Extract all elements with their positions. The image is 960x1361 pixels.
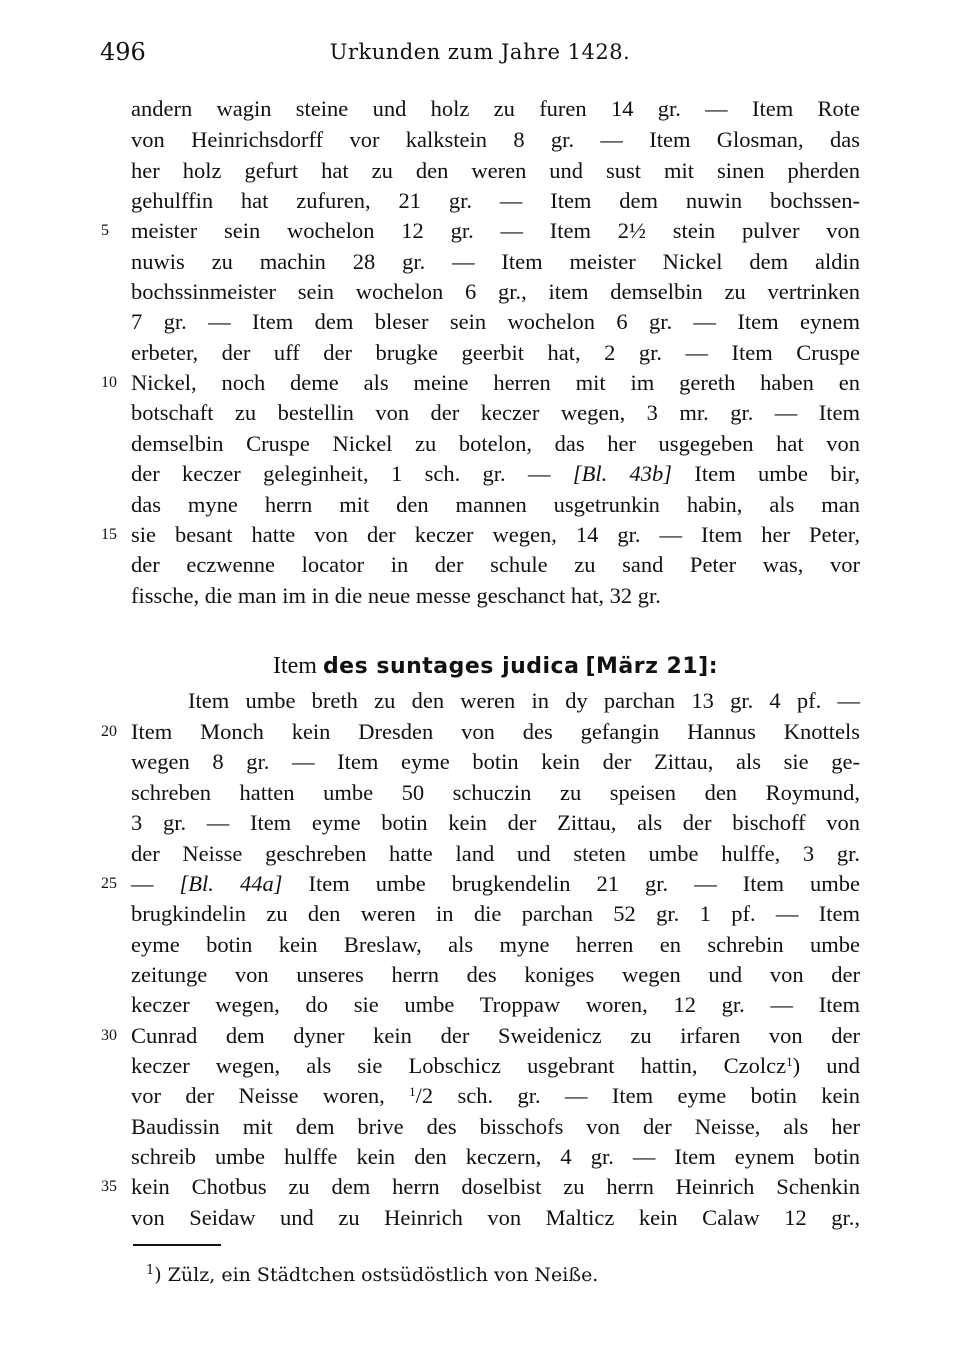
running-title: Urkunden zum Jahre 1428.	[329, 40, 631, 64]
line-number: 20	[101, 723, 117, 740]
text-line: der eczwenne locator in der schule zu sand Peter was, vor	[131, 552, 860, 577]
text-line: Item Monch kein Dresden von des gefangin Hannus Knottels	[131, 719, 860, 744]
footnote	[146, 1262, 598, 1288]
text-line	[131, 459, 860, 489]
text-line: gehulffin hat zufuren, 21 gr. — Item dem nuwin bochssen-	[131, 188, 860, 213]
fraction-denominator: /2	[415, 1083, 434, 1108]
text-line: keczer wegen, do sie umbe Troppaw woren, 12 gr. — Item	[131, 992, 860, 1017]
text-line: der Neisse geschreben hatte land und steten umbe hulffe, 3 gr.	[131, 841, 860, 866]
footnote-text: ) Zülz, ein Städtchen ostsüdöstlich von Neiße.	[154, 1264, 599, 1286]
text-line: nuwis zu machin 28 gr. — Item meister Nickel dem aldin	[131, 249, 860, 274]
text-line: meister sein wochelon 12 gr. — Item 2½ stein pulver von	[131, 218, 860, 243]
text-line	[131, 1051, 860, 1081]
text-line: kein Chotbus zu dem herrn doselbist zu herrn Heinrich Schenkin	[131, 1174, 860, 1199]
fraction-numerator: 1	[409, 1084, 416, 1099]
text-line: erbeter, der uff der brugke geerbit hat, 2 gr. — Item Cruspe	[131, 340, 860, 365]
line-number: 15	[101, 526, 117, 543]
text-line	[131, 1081, 860, 1111]
section-heading	[131, 650, 860, 683]
line-number: 5	[101, 222, 109, 239]
text-line: Cunrad dem dyner kein der Sweidenicz zu irfaren von der	[131, 1023, 860, 1048]
text-line: bochssinmeister sein wochelon 6 gr., item demselbin zu vertrinken	[131, 279, 860, 304]
text-line: wegen 8 gr. — Item eyme botin kein der Zittau, als sie ge-	[131, 749, 860, 774]
text-line: fissche, die man im in die neue messe geschanct hat, 32 gr.	[131, 583, 661, 608]
heading-prefix: Item	[272, 653, 317, 679]
text-segment: sch. gr. — Item eyme botin kein	[457, 1083, 861, 1108]
text-line: schreib umbe hulffe kein den keczern, 4 gr. — Item eynem botin	[131, 1144, 860, 1169]
fraction	[409, 1083, 433, 1108]
text-line: 7 gr. — Item dem bleser sein wochelon 6 gr. — Item eynem	[131, 309, 860, 334]
text-line: her holz gefurt hat zu den weren und sust mit sinen pherden	[131, 158, 860, 183]
text-line: von Heinrichsdorff vor kalkstein 8 gr. — Item Glosman, das	[131, 127, 860, 152]
text-line: Item umbe breth zu den weren in dy parchan 13 gr. 4 pf. —	[188, 688, 860, 713]
text-line: eyme botin kein Breslaw, als myne herren en schrebin umbe	[131, 932, 860, 957]
text-line: brugkindelin zu den weren in die parchan 52 gr. 1 pf. — Item	[131, 901, 860, 926]
text-segment: —	[131, 871, 154, 896]
page-number: 496	[100, 38, 146, 66]
text-line: sie besant hatte von der keczer wegen, 14 gr. — Item her Peter,	[131, 522, 860, 547]
footnote-marker: 1	[146, 1263, 155, 1278]
line-number: 30	[101, 1027, 117, 1044]
text-line: andern wagin steine und holz zu furen 14 gr. — Item Rote	[131, 96, 860, 121]
footnote-marker: 1	[786, 1054, 793, 1069]
folio-reference: [Bl. 43b]	[572, 461, 673, 486]
text-line: von Seidaw und zu Heinrich von Malticz kein Calaw 12 gr.,	[131, 1205, 860, 1230]
text-line: botschaft zu bestellin von der keczer wegen, 3 mr. gr. — Item	[131, 400, 860, 425]
footnote-rule	[133, 1244, 221, 1246]
text-segment: ) und	[792, 1053, 861, 1078]
heading-date: [März 21]:	[585, 654, 719, 679]
folio-reference: [Bl. 44a]	[179, 871, 283, 896]
line-number: 25	[101, 875, 117, 892]
line-number: 35	[101, 1178, 117, 1195]
text-line: 3 gr. — Item eyme botin kein der Zittau, als der bischoff von	[131, 810, 860, 835]
heading-title: des suntages judica	[322, 654, 580, 679]
text-segment: keczer wegen, als sie Lobschicz usgebrant hattin, Czolcz	[131, 1053, 787, 1078]
text-line: schreben hatten umbe 50 schuczin zu speisen den Roymund,	[131, 780, 860, 805]
text-line: demselbin Cruspe Nickel zu botelon, das her usgegeben hat von	[131, 431, 860, 456]
text-line	[131, 869, 860, 899]
text-line: Baudissin mit dem brive des bisschofs von der Neisse, als her	[131, 1114, 860, 1139]
text-segment: der keczer geleginheit, 1 sch. gr. —	[131, 461, 551, 486]
page-header	[100, 38, 860, 74]
text-segment: vor der Neisse woren,	[131, 1083, 385, 1108]
text-line: Nickel, noch deme als meine herren mit im gereth haben en	[131, 370, 860, 395]
text-segment: Item umbe brugkendelin 21 gr. — Item umbe	[308, 871, 860, 896]
line-number: 10	[101, 374, 117, 391]
text-segment: Item umbe bir,	[694, 461, 861, 486]
text-line: das myne herrn mit den mannen usgetrunkin habin, als man	[131, 492, 860, 517]
text-line: zeitunge von unseres herrn des koniges wegen und von der	[131, 962, 860, 987]
